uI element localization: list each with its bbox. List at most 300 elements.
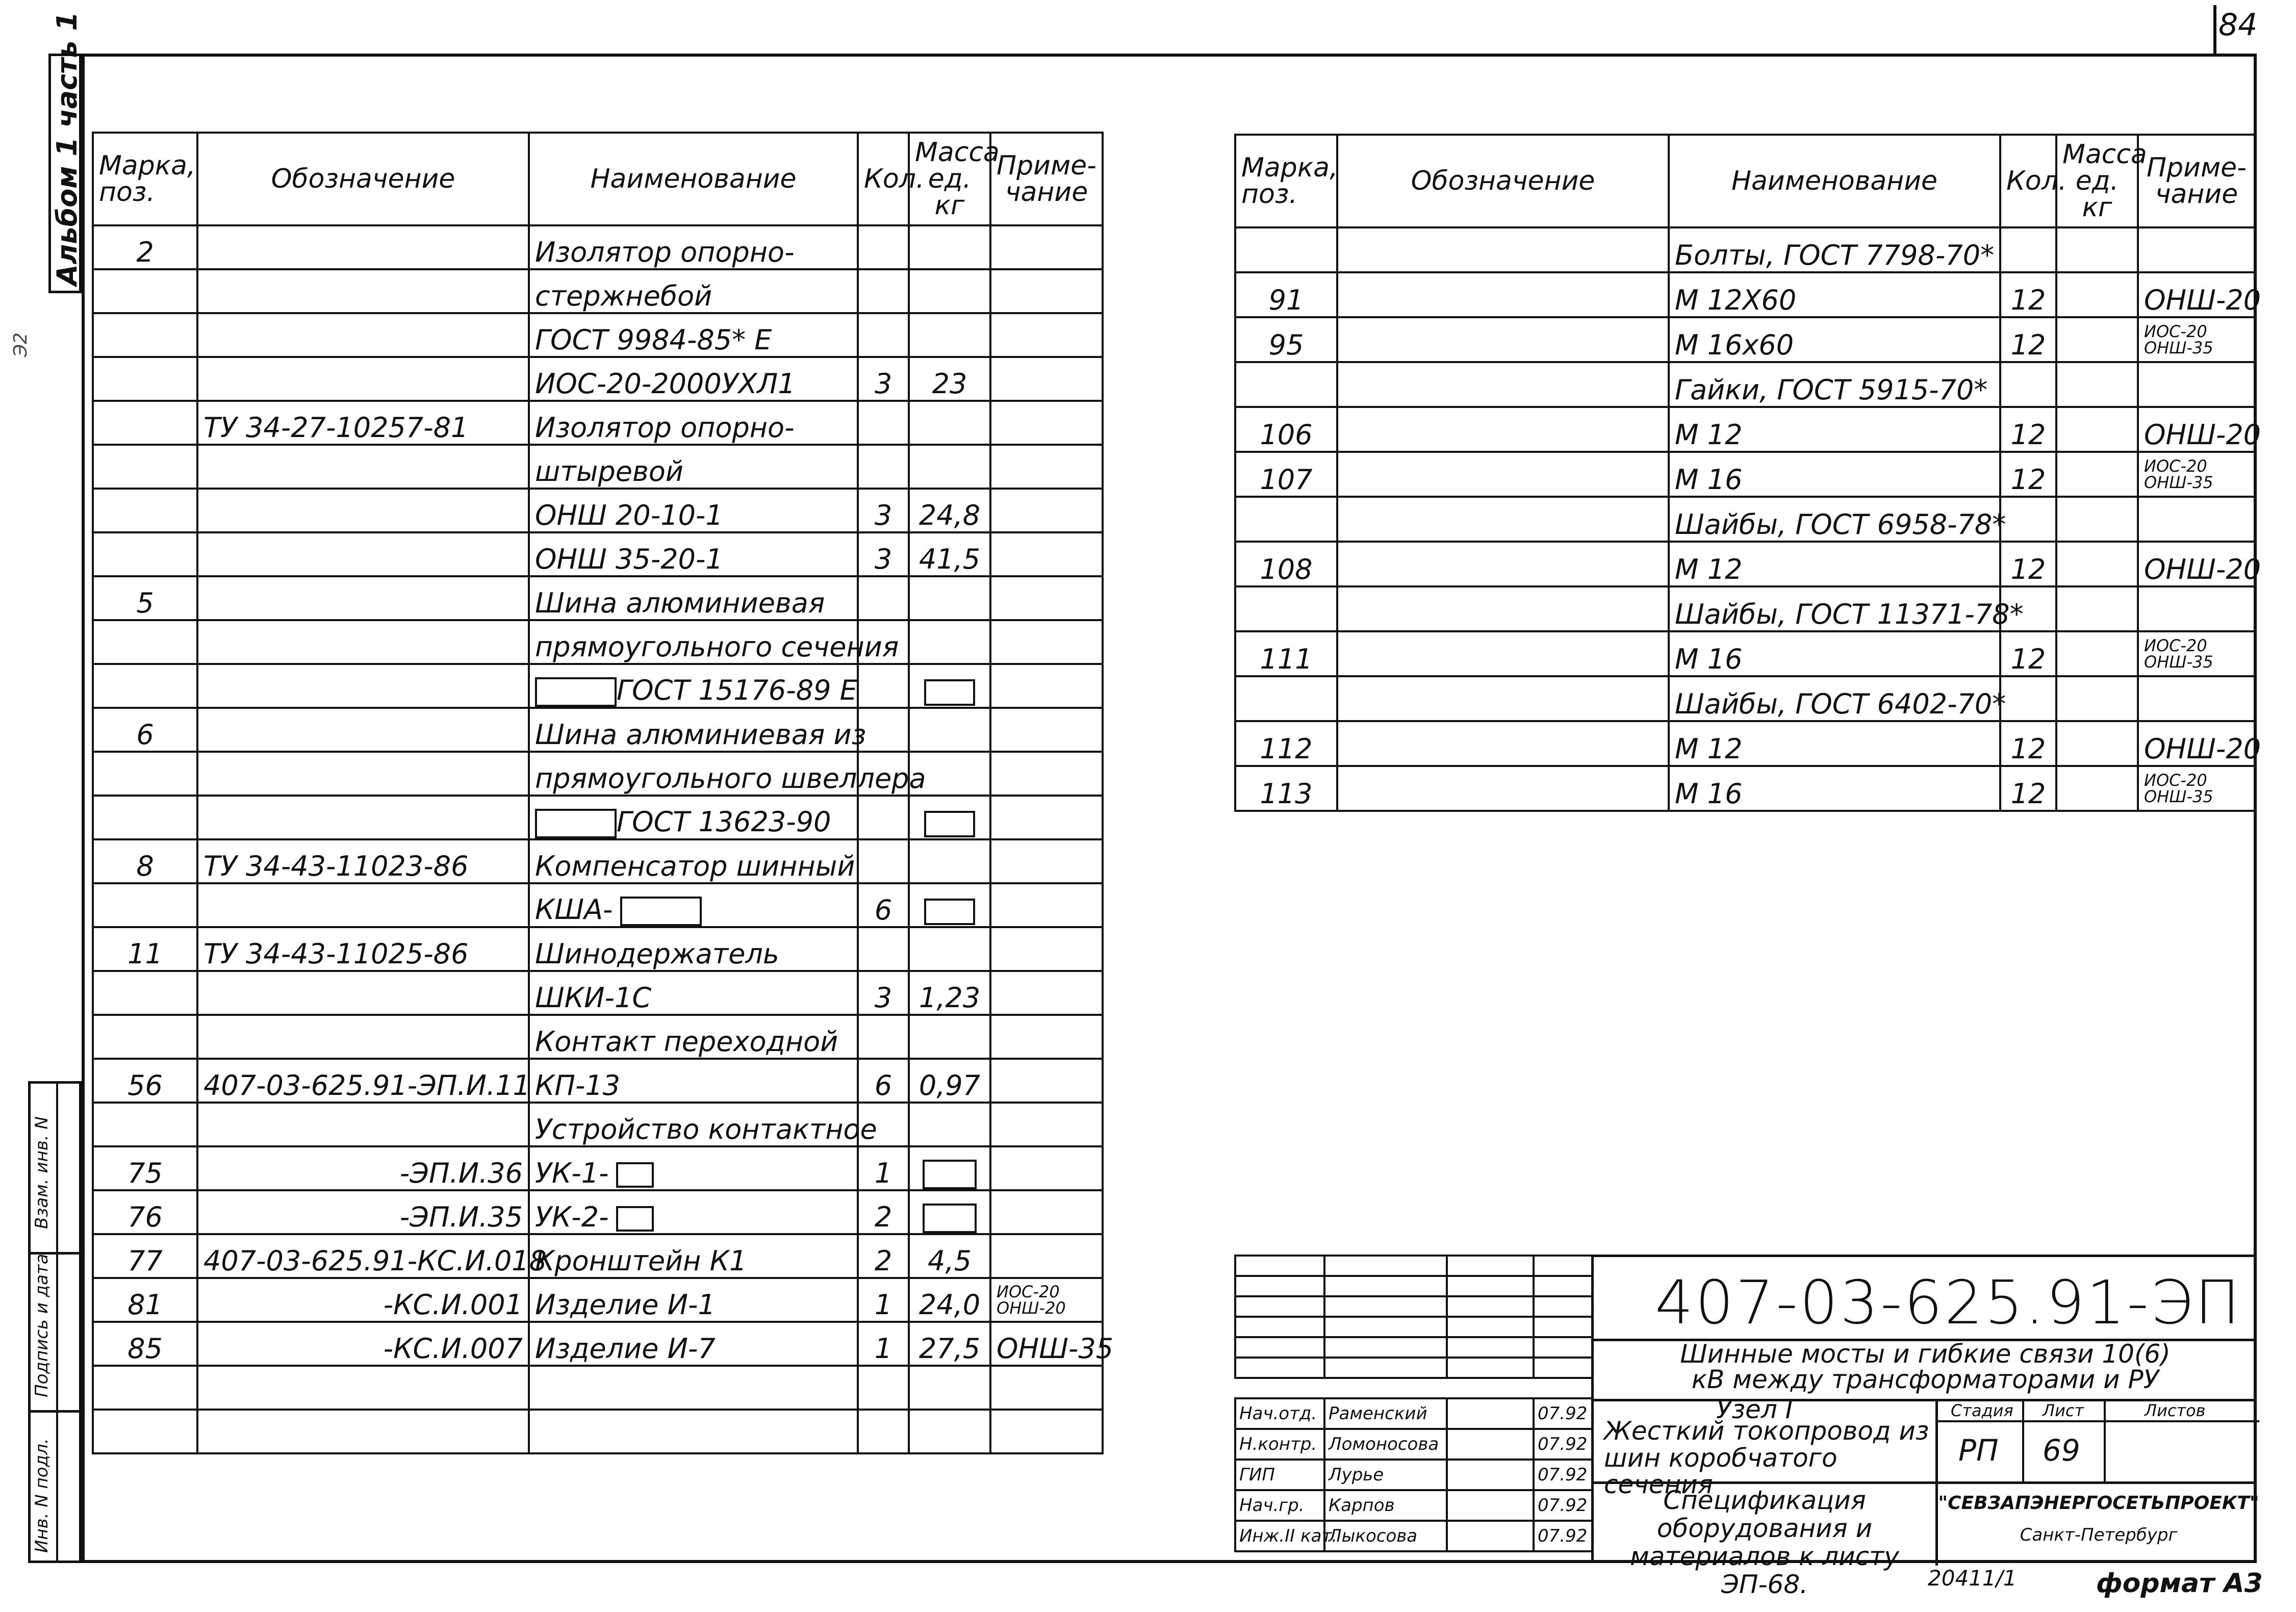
blank-field: [923, 1204, 977, 1233]
col-note: Приме- чание: [990, 133, 1103, 225]
col-mark: Марка, поз.: [1235, 135, 1337, 227]
right-header-row: [1235, 135, 2255, 227]
name-cell: [1669, 721, 2000, 766]
designation-cell: [197, 796, 529, 839]
designation-cell: [1337, 452, 1669, 497]
signer-signature: [1447, 1398, 1534, 1429]
mass-cell: [909, 269, 990, 313]
note-cell: [990, 1410, 1103, 1453]
mark-cell: [1235, 227, 1337, 272]
mass-cell: [909, 1015, 990, 1059]
mass-cell: [2056, 407, 2138, 452]
table-row: [93, 1322, 1103, 1366]
note-cell: [990, 620, 1103, 664]
mass-cell: [2056, 721, 2138, 766]
inventory-number: 20411/1: [1928, 1566, 2017, 1591]
col-qty: Кол.: [858, 133, 909, 225]
name-cell: [529, 1366, 858, 1410]
qty-cell: [2000, 227, 2056, 272]
qty-cell: 12: [2000, 317, 2056, 362]
qty-cell: [2000, 362, 2056, 407]
note-cell: [990, 883, 1103, 927]
note-cell: [990, 1015, 1103, 1059]
city: Санкт-Петербург: [2020, 1525, 2178, 1545]
mark-cell: 108: [1235, 542, 1337, 586]
mark-cell: [93, 489, 197, 532]
mass-cell: [909, 839, 990, 883]
name-cell: [529, 1015, 858, 1059]
col-designation: Обозначение: [1337, 135, 1669, 227]
note-cell: [990, 1190, 1103, 1234]
mark-cell: 113: [1235, 766, 1337, 811]
designation-cell: [197, 489, 529, 532]
qty-cell: [2000, 497, 2056, 542]
mark-cell: 107: [1235, 452, 1337, 497]
mark-cell: 6: [93, 708, 197, 752]
table-row: [93, 576, 1103, 620]
note-cell: ИОС-20 ОНШ-35: [2138, 452, 2255, 497]
designation-cell: [197, 1103, 529, 1146]
mass-cell: [2056, 452, 2138, 497]
col-qty: Кол.: [2000, 135, 2056, 227]
designation-cell: 407-03-625.91-КС.И.018: [197, 1234, 529, 1278]
album-label: Альбом 1 часть 1: [51, 12, 83, 286]
name-text: М 12: [1675, 419, 1743, 451]
designation-cell: [197, 225, 529, 269]
name-text: М 16: [1675, 464, 1743, 496]
stage-label: Стадия: [1951, 1401, 2013, 1420]
designation-cell: [1337, 272, 1669, 317]
qty-cell: [858, 1015, 909, 1059]
name-text: стержнебой: [535, 280, 712, 312]
name-text: Шайбы, ГОСТ 6402-70*: [1675, 688, 2006, 720]
table-row: [1235, 317, 2255, 362]
qty-cell: 3: [858, 489, 909, 532]
col-mass: Масса ед. кг: [2056, 135, 2138, 227]
mark-cell: 95: [1235, 317, 1337, 362]
name-text: Шайбы, ГОСТ 6958-78*: [1675, 508, 2006, 541]
table-row: [1235, 631, 2255, 676]
signer-date: 07.92: [1534, 1490, 1592, 1521]
name-cell: [529, 489, 858, 532]
qty-cell: 3: [858, 971, 909, 1015]
mass-cell: [2056, 227, 2138, 272]
mark-cell: 8: [93, 839, 197, 883]
mass-cell: [2056, 766, 2138, 811]
mass-cell: 23: [909, 357, 990, 401]
name-text: М 12: [1675, 553, 1743, 585]
designation-cell: [197, 576, 529, 620]
table-row: [1235, 407, 2255, 452]
designation-cell: [1337, 586, 1669, 631]
name-cell: [1669, 272, 2000, 317]
mark-cell: 11: [93, 927, 197, 971]
note-cell: [990, 269, 1103, 313]
blank-field: [924, 899, 975, 925]
blank-field: [616, 1162, 654, 1188]
table-row: [93, 489, 1103, 532]
name-cell: [529, 225, 858, 269]
name-cell: [529, 357, 858, 401]
qty-cell: 6: [858, 883, 909, 927]
note-cell: [990, 576, 1103, 620]
name-text: Кронштейн К1: [535, 1245, 747, 1277]
mass-cell: [2056, 586, 2138, 631]
note-cell: ИОС-20 ОНШ-20: [990, 1278, 1103, 1322]
mark-cell: [93, 1366, 197, 1410]
signer-date: 07.92: [1534, 1398, 1592, 1429]
left-spec-table: [92, 132, 1114, 1454]
node-label: Узел I: [1716, 1395, 1793, 1424]
mark-cell: 2: [93, 225, 197, 269]
mass-cell: [2056, 542, 2138, 586]
name-text: ШКИ-1С: [535, 982, 652, 1014]
right-spec-table: [1234, 134, 2261, 812]
mass-cell: [909, 225, 990, 269]
note-cell: [990, 225, 1103, 269]
qty-cell: 12: [2000, 272, 2056, 317]
mark-cell: [93, 532, 197, 576]
drawing-title: Жесткий токопровод из шин коробчатого сечения: [1604, 1416, 1929, 1499]
designation-cell: [197, 532, 529, 576]
note-cell: [990, 971, 1103, 1015]
qty-cell: 1: [858, 1146, 909, 1190]
signer-name: Карпов: [1324, 1490, 1447, 1521]
doc-code: 407-03-625.91-ЭП: [1655, 1267, 2242, 1338]
name-text: УК-1-: [535, 1157, 609, 1189]
signer-role: Нач.отд.: [1235, 1398, 1324, 1429]
mark-cell: [93, 664, 197, 708]
table-row: [1235, 272, 2255, 317]
name-cell: [529, 313, 858, 357]
qty-cell: 12: [2000, 452, 2056, 497]
name-cell: [529, 664, 858, 708]
mark-cell: [93, 401, 197, 445]
designation-cell: [197, 708, 529, 752]
page-number: 84: [2218, 7, 2258, 43]
qty-cell: 2: [858, 1190, 909, 1234]
col-name: Наименование: [529, 133, 858, 225]
name-cell: [529, 971, 858, 1015]
col-mass: Масса ед. кг: [909, 133, 990, 225]
name-cell: [529, 796, 858, 839]
name-cell: [529, 708, 866, 752]
mass-cell: [909, 1103, 990, 1146]
table-row: [93, 796, 1103, 839]
name-text: М 12Х60: [1675, 284, 1797, 316]
name-text: ГОСТ 15176-89 Е: [617, 674, 857, 706]
mass-cell: [2056, 497, 2138, 542]
table-row: [93, 1146, 1103, 1190]
qty-cell: [2000, 676, 2056, 721]
name-cell: [1669, 497, 2006, 542]
blank-field: [924, 679, 975, 706]
name-cell: [529, 269, 858, 313]
qty-cell: [858, 796, 909, 839]
table-row: [93, 445, 1103, 489]
name-text: штыревой: [535, 455, 683, 488]
name-text: ГОСТ 9984-85* Е: [535, 324, 772, 356]
name-text: ОНШ 20-10-1: [535, 499, 723, 531]
mass-cell: [909, 1190, 990, 1234]
table-row: [1235, 766, 2255, 811]
name-text: Устройство контактное: [535, 1113, 877, 1145]
qty-cell: [858, 401, 909, 445]
designation-cell: [1337, 542, 1669, 586]
qty-cell: 6: [858, 1059, 909, 1103]
qty-cell: [858, 225, 909, 269]
name-cell: [529, 1190, 858, 1234]
mass-cell: [2056, 272, 2138, 317]
name-cell: [529, 1103, 877, 1146]
col-mark: Марка, поз.: [93, 133, 197, 225]
mass-cell: [2056, 631, 2138, 676]
designation-cell: ТУ 34-27-10257-81: [197, 401, 529, 445]
mark-cell: 112: [1235, 721, 1337, 766]
table-row: [1235, 542, 2255, 586]
signer-role: Нач.гр.: [1235, 1490, 1324, 1521]
name-text: М 12: [1675, 733, 1743, 765]
note-cell: [990, 313, 1103, 357]
note-cell: [990, 839, 1103, 883]
side-label-signature: Подпись и дата: [32, 1253, 52, 1397]
note-cell: [990, 927, 1103, 971]
designation-cell: 407-03-625.91-ЭП.И.11: [197, 1059, 529, 1103]
note-cell: [2138, 227, 2255, 272]
name-text: Шина алюминиевая: [535, 587, 825, 619]
qty-cell: 3: [858, 357, 909, 401]
name-text: М 16: [1675, 778, 1743, 810]
designation-cell: [1337, 227, 1669, 272]
side-label-replacement: Взам. инв. N: [32, 1116, 52, 1229]
note-cell: ОНШ-20: [2138, 721, 2255, 766]
mark-cell: [93, 1103, 197, 1146]
table-row: [93, 708, 1103, 752]
name-text: прямоугольного сечения: [535, 631, 899, 663]
name-cell: [529, 576, 858, 620]
mass-cell: [909, 708, 990, 752]
table-row: [93, 839, 1103, 883]
signer-name: Ломоносова: [1324, 1429, 1447, 1460]
name-cell: [1669, 586, 2024, 631]
name-cell: [529, 839, 858, 883]
mass-cell: [909, 313, 990, 357]
designation-cell: [1337, 676, 1669, 721]
qty-cell: 12: [2000, 766, 2056, 811]
note-cell: [990, 532, 1103, 576]
designation-cell: [197, 269, 529, 313]
table-row: [93, 313, 1103, 357]
designation-cell: -ЭП.И.35: [197, 1190, 529, 1234]
note-cell: [990, 796, 1103, 839]
designation-cell: [197, 313, 529, 357]
name-text: Изделие И-7: [535, 1333, 716, 1365]
table-row: [93, 883, 1103, 927]
blank-field: [923, 1160, 977, 1189]
col-designation: Обозначение: [197, 133, 529, 225]
name-text: Изолятор опорно-: [535, 412, 795, 444]
blank-field: [620, 897, 702, 926]
mass-cell: 24,0: [909, 1278, 990, 1322]
table-row: [93, 620, 1103, 664]
mass-cell: [909, 883, 990, 927]
name-cell: [529, 532, 858, 576]
designation-cell: [1337, 497, 1669, 542]
table-row: [1235, 227, 2255, 272]
format-label: формат А3: [2096, 1568, 2263, 1599]
mass-cell: [2056, 317, 2138, 362]
mark-cell: [93, 796, 197, 839]
name-cell: [529, 1234, 858, 1278]
col-name: Наименование: [1669, 135, 2000, 227]
signer-row: [1235, 1429, 1592, 1460]
designation-cell: [1337, 766, 1669, 811]
revision-grid: [1234, 1255, 1593, 1379]
table-row: [1235, 362, 2255, 407]
qty-cell: [858, 445, 909, 489]
signer-role: Н.контр.: [1235, 1429, 1324, 1460]
table-row: [93, 532, 1103, 576]
signer-signature: [1447, 1429, 1534, 1460]
name-cell: [1669, 452, 2000, 497]
mass-cell: 41,5: [909, 532, 990, 576]
note-cell: [990, 445, 1103, 489]
table-row: [93, 752, 1103, 796]
name-cell: [529, 445, 858, 489]
note-cell: [2138, 497, 2255, 542]
designation-cell: [1337, 407, 1669, 452]
organization: "СЕВЗАПЭНЕРГОСЕТЬПРОЕКТ": [1938, 1493, 2259, 1514]
name-text: ОНШ 35-20-1: [535, 543, 723, 575]
signer-name: Лыкосова: [1324, 1521, 1447, 1551]
name-cell: [529, 927, 858, 971]
name-text: Шайбы, ГОСТ 11371-78*: [1675, 598, 2024, 630]
mass-cell: [2056, 362, 2138, 407]
signer-date: 07.92: [1534, 1521, 1592, 1551]
note-cell: [990, 401, 1103, 445]
qty-cell: 12: [2000, 407, 2056, 452]
mark-cell: [93, 883, 197, 927]
qty-cell: [858, 927, 909, 971]
mass-cell: 1,23: [909, 971, 990, 1015]
sheet-title: Спецификация оборудования и материалов к листу ЭП-68.: [1630, 1486, 1899, 1599]
note-cell: [990, 489, 1103, 532]
designation-cell: -КС.И.007: [197, 1322, 529, 1366]
table-row: [93, 664, 1103, 708]
note-cell: ОНШ-20: [2138, 272, 2255, 317]
side-label-inventory: Инв. N подл.: [32, 1438, 52, 1553]
table-row: [93, 1103, 1103, 1146]
signer-role: Инж.II кат.: [1235, 1521, 1324, 1551]
designation-cell: -КС.И.001: [197, 1278, 529, 1322]
designation-cell: ТУ 34-43-11025-86: [197, 927, 529, 971]
mass-cell: [909, 1366, 990, 1410]
mark-cell: [93, 1410, 197, 1453]
note-cell: [990, 664, 1103, 708]
blank-field: [535, 809, 617, 838]
designation-cell: [197, 664, 529, 708]
blank-field: [535, 677, 617, 707]
table-row: [93, 1366, 1103, 1410]
name-cell: [529, 883, 858, 927]
qty-cell: [858, 1366, 909, 1410]
qty-cell: 3: [858, 532, 909, 576]
name-text: М 16: [1675, 643, 1743, 675]
name-text: ИОС-20-2000УХЛ1: [535, 368, 796, 400]
name-text: Болты, ГОСТ 7798-70*: [1675, 239, 1995, 271]
table-row: [93, 1190, 1103, 1234]
mark-cell: 91: [1235, 272, 1337, 317]
mark-cell: [93, 620, 197, 664]
name-text: Шинодержатель: [535, 938, 779, 970]
name-cell: [529, 1410, 858, 1453]
qty-cell: 1: [858, 1278, 909, 1322]
mass-cell: [909, 401, 990, 445]
mass-cell: [909, 927, 990, 971]
mark-cell: [93, 971, 197, 1015]
signer-row: [1235, 1460, 1592, 1490]
table-row: [93, 927, 1103, 971]
name-cell: [529, 752, 926, 796]
table-row: [1235, 452, 2255, 497]
table-row: [93, 1410, 1103, 1453]
designation-cell: -ЭП.И.36: [197, 1146, 529, 1190]
name-text: УК-2-: [535, 1201, 609, 1233]
blank-field: [924, 811, 975, 837]
project-title: Шинные мосты и гибкие связи 10(6) кВ между трансформаторами и РУ: [1680, 1339, 2171, 1394]
signer-row: [1235, 1490, 1592, 1521]
name-cell: [1669, 317, 2000, 362]
qty-cell: [858, 269, 909, 313]
mass-cell: 4,5: [909, 1234, 990, 1278]
mass-cell: [2056, 676, 2138, 721]
note-cell: ИОС-20 ОНШ-35: [2138, 631, 2255, 676]
name-text: Гайки, ГОСТ 5915-70*: [1675, 374, 1988, 406]
note-cell: ИОС-20 ОНШ-35: [2138, 766, 2255, 811]
mass-cell: [909, 1146, 990, 1190]
mark-cell: [93, 1015, 197, 1059]
signers-grid: [1234, 1397, 1593, 1552]
table-row: [93, 1278, 1103, 1322]
mark-cell: 106: [1235, 407, 1337, 452]
table-row: [93, 401, 1103, 445]
signer-signature: [1447, 1460, 1534, 1490]
qty-cell: [858, 839, 909, 883]
mark-cell: [93, 752, 197, 796]
qty-cell: [858, 1410, 909, 1453]
table-row: [1235, 676, 2255, 721]
side-stamp-text: Э2: [10, 332, 31, 357]
signer-signature: [1447, 1521, 1534, 1551]
mark-cell: [93, 357, 197, 401]
name-cell: [1669, 227, 2000, 272]
qty-cell: 12: [2000, 721, 2056, 766]
name-cell: [1669, 542, 2000, 586]
note-cell: [2138, 676, 2255, 721]
signer-row: [1235, 1521, 1592, 1551]
mass-cell: 27,5: [909, 1322, 990, 1366]
designation-cell: [1337, 631, 1669, 676]
note-cell: [2138, 362, 2255, 407]
signer-role: ГИП: [1235, 1460, 1324, 1490]
qty-cell: [858, 576, 909, 620]
designation-cell: [1337, 362, 1669, 407]
mass-cell: [909, 445, 990, 489]
mark-cell: 85: [93, 1322, 197, 1366]
note-cell: [990, 357, 1103, 401]
name-text: Изделие И-1: [535, 1289, 716, 1321]
note-cell: [990, 708, 1103, 752]
